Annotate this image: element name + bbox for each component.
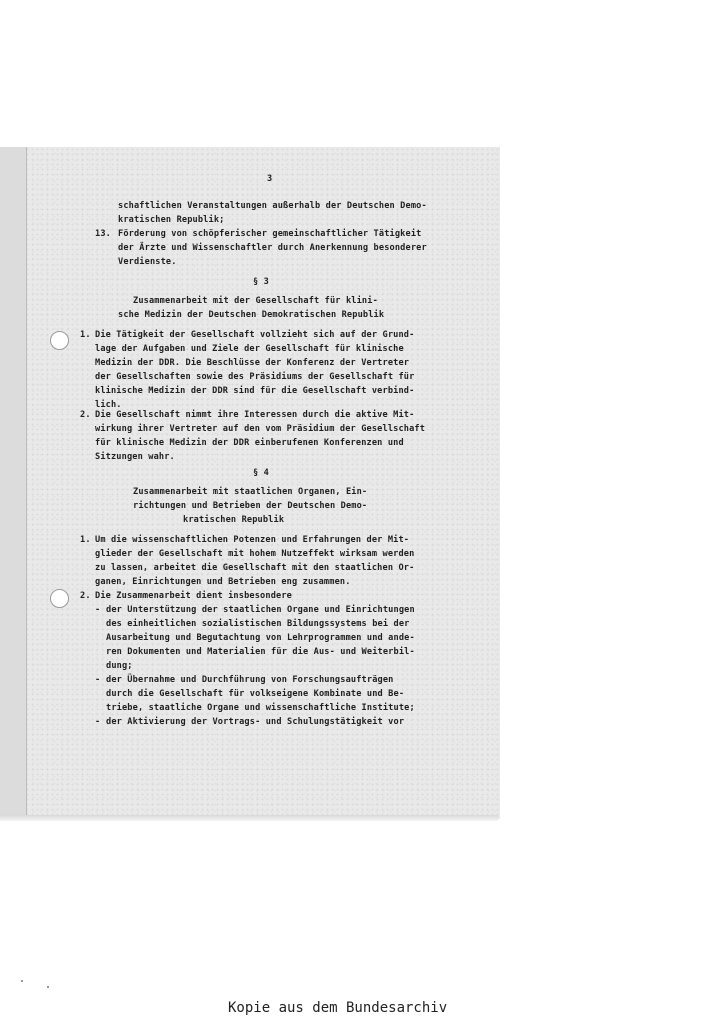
text-line: ren Dokumenten und Materialien für die Aus- und Weiterbil-: [106, 647, 415, 657]
text-line: der Ärzte und Wissenschaftler durch Anerkennung besonderer: [118, 243, 427, 253]
list-number: 1.: [80, 535, 91, 545]
archive-footer: Kopie aus dem Bundesarchiv: [228, 1000, 448, 1016]
list-number: 2.: [80, 410, 91, 420]
text-line: Um die wissenschaftlichen Potenzen und Erfahrungen der Mit-: [95, 535, 410, 545]
text-line: triebe, staatliche Organe und wissenschaftliche Institute;: [106, 703, 415, 713]
text-line: schaftlichen Veranstaltungen außerhalb der Deutschen Demo-: [118, 201, 427, 211]
bullet-dash: -: [95, 675, 101, 685]
page-edge: [0, 815, 498, 821]
section-heading: sche Medizin der Deutschen Demokratischen Republik: [118, 310, 385, 320]
text-line: für klinische Medizin der DDR einberufenen Konferenzen und: [95, 438, 404, 448]
punch-hole: [50, 331, 69, 350]
text-line: durch die Gesellschaft für volkseigene Kombinate und Be-: [106, 689, 405, 699]
text-line: lage der Aufgaben und Ziele der Gesellschaft für klinische: [95, 344, 404, 354]
text-line: Sitzungen wahr.: [95, 452, 175, 462]
scan-speck: [47, 986, 49, 988]
section-heading: kratischen Republik: [183, 515, 285, 525]
section-heading: Zusammenarbeit mit staatlichen Organen, Ein-: [133, 487, 368, 497]
text-line: der Gesellschaften sowie des Präsidiums der Gesellschaft für: [95, 372, 415, 382]
section-heading: richtungen und Betrieben der Deutschen Demo-: [133, 501, 368, 511]
scan-speck: [21, 980, 23, 982]
bullet-dash: -: [95, 717, 101, 727]
text-line: dung;: [106, 661, 133, 671]
text-line: glieder der Gesellschaft mit hohem Nutzeffekt wirksam werden: [95, 549, 415, 559]
list-number: 2.: [80, 591, 91, 601]
binding-strip: [0, 147, 27, 819]
text-line: Medizin der DDR. Die Beschlüsse der Konferenz der Vertreter: [95, 358, 410, 368]
text-line: der Übernahme und Durchführung von Forschungsaufträgen: [106, 675, 394, 685]
page-number: 3: [267, 174, 273, 184]
text-line: des einheitlichen sozialistischen Bildungssystems bei der: [106, 619, 410, 629]
text-line: Die Gesellschaft nimmt ihre Interessen durch die aktive Mit-: [95, 410, 415, 420]
text-line: Die Tätigkeit der Gesellschaft vollzieht sich auf der Grund-: [95, 330, 415, 340]
text-line: der Aktivierung der Vortrags- und Schulungstätigkeit vor: [106, 717, 405, 727]
text-line: Die Zusammenarbeit dient insbesondere: [95, 591, 292, 601]
text-line: klinische Medizin der DDR sind für die Gesellschaft verbind-: [95, 386, 415, 396]
text-line: ganen, Einrichtungen und Betrieben eng zusammen.: [95, 577, 351, 587]
list-number: 1.: [80, 330, 91, 340]
section-heading: Zusammenarbeit mit der Gesellschaft für klini-: [133, 296, 378, 306]
text-line: Förderung von schöpferischer gemeinschaftlicher Tätigkeit: [118, 229, 422, 239]
section-symbol: § 4: [253, 468, 269, 478]
punch-hole: [50, 589, 69, 608]
text-line: der Unterstützung der staatlichen Organe und Einrichtungen: [106, 605, 415, 615]
section-symbol: § 3: [253, 277, 269, 287]
text-line: Verdienste.: [118, 257, 177, 267]
text-line: kratischen Republik;: [118, 215, 225, 225]
text-line: zu lassen, arbeitet die Gesellschaft mit den staatlichen Or-: [95, 563, 415, 573]
bullet-dash: -: [95, 605, 101, 615]
text-line: Ausarbeitung und Begutachtung von Lehrprogrammen und ande-: [106, 633, 415, 643]
text-line: lich.: [95, 400, 122, 410]
list-number: 13.: [95, 229, 111, 239]
text-line: wirkung ihrer Vertreter auf den vom Präsidium der Gesellschaft: [95, 424, 426, 434]
